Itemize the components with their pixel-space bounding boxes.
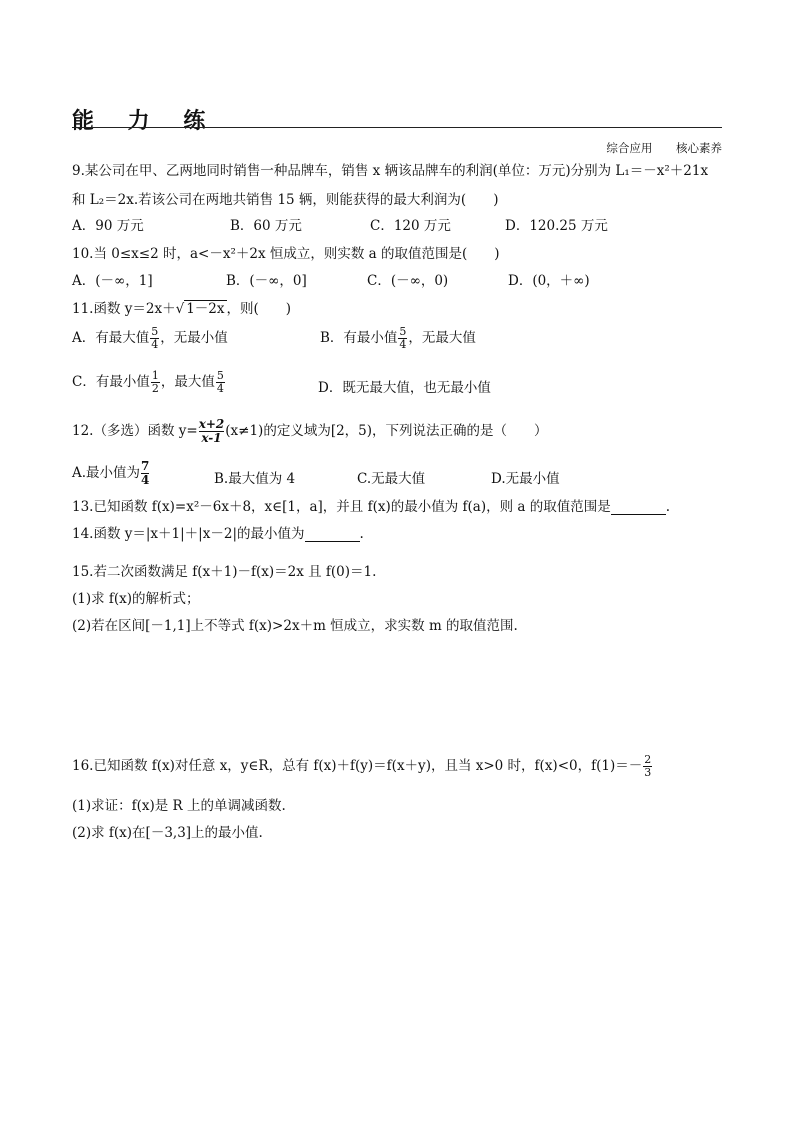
q11-c-fraction2 [216, 370, 225, 395]
q12-a-den: 4 [141, 473, 150, 487]
q16-den: 3 [644, 766, 652, 779]
q11-sqrt-body: 1－2x [186, 301, 225, 317]
q12-option-c: C.无最大值 [357, 471, 426, 487]
q12-fraction [199, 418, 225, 445]
q11-c-text: C．有最小值 [72, 374, 150, 390]
q11-a-post: ，无最小值 [160, 330, 228, 346]
tag-comprehensive: 综合应用 [606, 141, 653, 155]
q16-part1: (1)求证：f(x)是 R 上的单调减函数. [72, 798, 286, 814]
q12-option-b: B.最大值为 4 [214, 471, 296, 487]
q9-option-d: D．120.25 万元 [505, 218, 608, 234]
q12-den: x-1 [201, 431, 222, 445]
q11-b-num: 5 [399, 325, 407, 338]
q10-stem: 10.当 0≤x≤2 时，a<－x²＋2x 恒成立，则实数 a 的取值范围是( ) [72, 246, 500, 262]
q14-text: 14.函数 y＝|x＋1|＋|x－2|的最小值为 [72, 526, 305, 542]
q11-a-den: 4 [151, 338, 159, 351]
q10-option-c: C．(－∞，0) [367, 273, 449, 289]
q9-line2: 和 L₂＝2x.若该公司在两地共销售 15 辆，则能获得的最大利润为( ) [72, 192, 499, 208]
q12-a-num: 7 [141, 459, 150, 473]
q11-stem [72, 297, 291, 317]
q11-c-num1: 1 [151, 369, 159, 382]
q16-stem [72, 754, 653, 779]
q11-option-b [320, 326, 476, 351]
section-title: 能 力 练 [72, 109, 219, 134]
q11-c-den1: 2 [151, 382, 159, 395]
tag-core: 核心素养 [676, 141, 722, 155]
q12-a-fraction [141, 460, 149, 487]
q14-end: . [359, 526, 364, 542]
q13-end: . [665, 499, 671, 515]
q11-b-fraction [398, 326, 407, 351]
q10-option-d: D．(0，＋∞) [508, 273, 590, 289]
title-rule-left [72, 127, 180, 128]
title-rule [180, 127, 722, 128]
q10-option-a: A．(－∞，1] [72, 273, 153, 289]
q14-stem [72, 522, 364, 542]
q12-a-text: A.最小值为 [72, 465, 141, 481]
q11-stem-pre: 11.函数 y＝2x＋ [72, 301, 176, 317]
q11-a-num: 5 [151, 325, 159, 338]
section-tags [586, 140, 722, 156]
q9-line1: 9.某公司在甲、乙两地同时销售一种品牌车，销售 x 辆该品牌车的利润(单位：万元)分别为 L₁＝－x²＋21x [72, 163, 709, 179]
q15-part1: (1)求 f(x)的解析式； [72, 591, 200, 607]
q11-stem-post: ，则( ) [226, 301, 292, 317]
q12-stem [72, 418, 548, 445]
q12-option-d: D.无最小值 [491, 471, 560, 487]
q12-stem-post: (x≠1)的定义域为[2，5)，下列说法正确的是（ ） [225, 423, 548, 439]
q11-a-text: A．有最大值 [72, 330, 150, 346]
q11-b-text: B．有最小值 [320, 330, 398, 346]
q13-text: 13.已知函数 f(x)=x²－6x＋8，x∈[1，a]，并且 f(x)的最小值为 f(a)，则 a 的取值范围是 [72, 499, 611, 515]
q14-answer-blank[interactable] [305, 529, 360, 542]
q11-c-num2: 5 [216, 369, 224, 382]
q12-stem-pre: 12.（多选）函数 y= [72, 423, 198, 439]
q11-c-fraction1 [151, 370, 160, 395]
q11-option-d: D．既无最大值，也无最小值 [318, 380, 491, 396]
q11-c-mid: ，最大值 [160, 374, 215, 390]
q11-option-a [72, 326, 228, 351]
q16-num: 2 [644, 753, 652, 766]
q12-num: x+2 [198, 417, 225, 431]
q9-option-b: B．60 万元 [230, 218, 302, 234]
q11-option-c [72, 370, 226, 395]
q11-c-den2: 4 [216, 382, 224, 395]
q15-part2: (2)若在区间[－1,1]上不等式 f(x)>2x＋m 恒成立，求实数 m 的取值范围. [72, 618, 518, 634]
q13-stem [72, 495, 670, 515]
q12-option-a [72, 460, 150, 487]
sqrt-symbol-icon: √ [175, 301, 185, 317]
q16-text: 16.已知函数 f(x)对任意 x，y∈R，总有 f(x)＋f(y)＝f(x＋y)，且当 x>0 时，f(x)<0，f(1)＝－ [72, 758, 643, 774]
q11-b-post: ，无最大值 [408, 330, 476, 346]
q16-fraction [643, 754, 652, 779]
q15-stem: 15.若二次函数满足 f(x＋1)－f(x)＝2x 且 f(0)＝1. [72, 564, 377, 580]
q9-option-a: A．90 万元 [72, 218, 144, 234]
q13-answer-blank[interactable] [611, 502, 666, 515]
q16-part2: (2)求 f(x)在[－3,3]上的最小值. [72, 825, 263, 841]
q11-a-fraction [150, 326, 159, 351]
q9-option-c: C．120 万元 [370, 218, 451, 234]
q11-b-den: 4 [399, 338, 407, 351]
q10-option-b: B．(－∞，0] [226, 273, 307, 289]
